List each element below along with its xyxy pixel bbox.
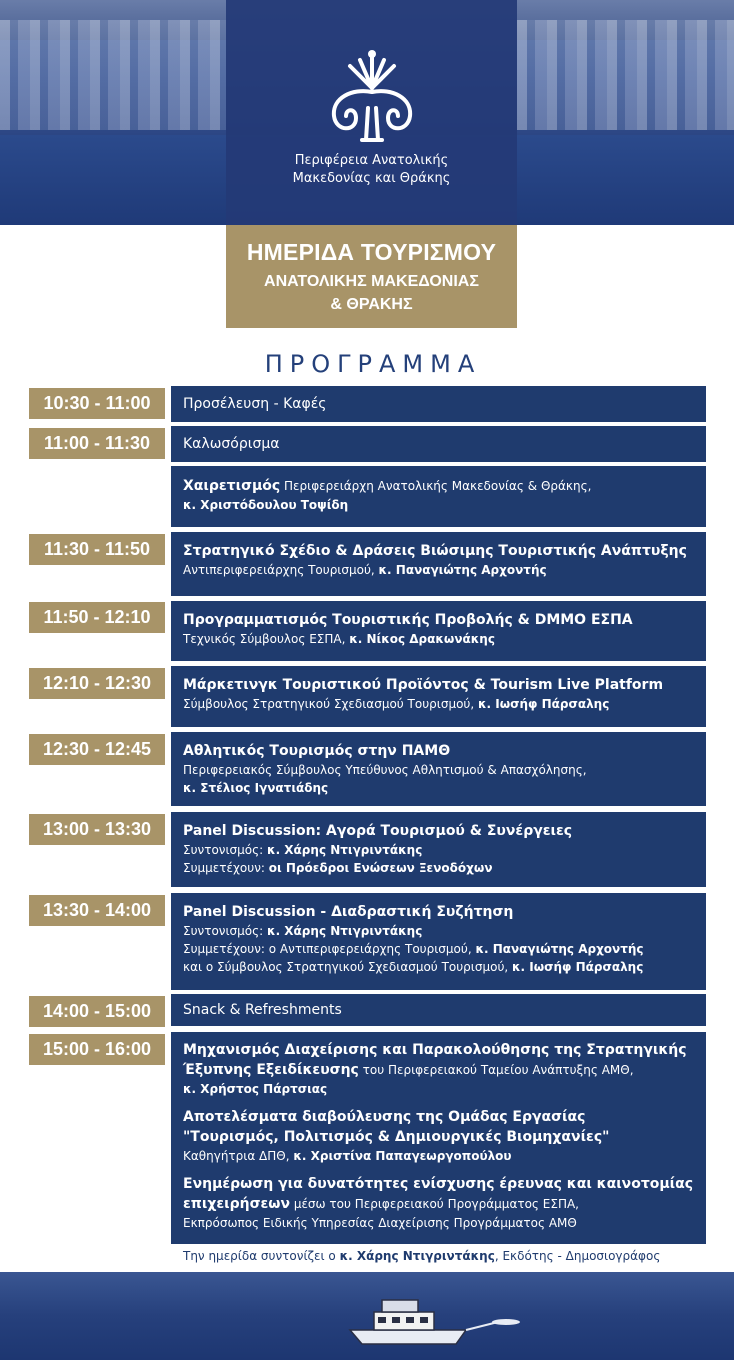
topic-detail: μέσω του Περιφερειακού Προγράμματος ΕΣΠΑ, [290, 1197, 579, 1211]
time-slot: 12:30 - 12:45 [29, 734, 165, 765]
agenda-item [171, 386, 706, 422]
coordinator-note [183, 1249, 660, 1263]
agenda-item-title: "Τουρισμός, Πολιτισμός & Δημιουργικές Βιομηχανίες" [183, 1129, 610, 1145]
event-title: ΗΜΕΡΙΔΑ ΤΟΥΡΙΣΜΟΥ [246, 239, 497, 265]
boat-icon [348, 1292, 528, 1352]
agenda-item [171, 666, 706, 727]
topic-detail: του Περιφερειακού Ταμείου Ανάπτυξης ΑΜΘ, [358, 1063, 634, 1077]
time-slot: 14:00 - 15:00 [29, 996, 165, 1027]
agenda-item-speaker [183, 630, 694, 648]
greeting-detail: Περιφερειάρχη Ανατολικής Μακεδονίας & Θράκης, [280, 479, 592, 493]
topic-bold: Έξυπνης Εξειδίκευσης [183, 1062, 359, 1078]
speaker-name: κ. Παναγιώτης Αρχοντής [378, 563, 547, 577]
topic-bold: επιχειρήσεων [183, 1196, 290, 1212]
agenda-item-title: Αθλητικός Τουρισμός στην ΠΑΜΘ [183, 743, 451, 759]
agenda-item-title [183, 1060, 694, 1080]
coordinator-label: Την ημερίδα συντονίζει ο [183, 1249, 340, 1263]
moderator-label: Συντονισμός: [183, 843, 268, 857]
town-right [517, 20, 734, 130]
agenda-item-title: Προγραμματισμός Τουριστικής Προβολής & DMMO ΕΣΠΑ [183, 612, 633, 628]
agenda-item-title [183, 476, 694, 496]
region-logo-icon [322, 48, 422, 148]
participants-label: Συμμετέχουν: [183, 861, 269, 875]
agenda-item [171, 893, 706, 990]
participants-line [183, 859, 694, 877]
agenda-item [171, 994, 706, 1026]
speaker-name: κ. Χριστίνα Παπαγεωργοπούλου [293, 1149, 512, 1163]
agenda-item [171, 601, 706, 661]
participants-line [183, 958, 694, 976]
speaker-name: κ. Νίκος Δρακωνάκης [349, 632, 495, 646]
time-slot: 10:30 - 11:00 [29, 388, 165, 419]
agenda-item [171, 812, 706, 887]
agenda-item-speaker [183, 695, 694, 713]
speaker-role: Καθηγήτρια ΔΠΘ, [183, 1149, 294, 1163]
region-name-line2: Μακεδονίας και Θράκης [292, 171, 451, 186]
speaker-role: Σύμβουλος Στρατηγικού Σχεδιασμού Τουρισμού, [183, 697, 479, 711]
participants-name: κ. Παναγιώτης Αρχοντής [475, 942, 644, 956]
time-slot: 11:50 - 12:10 [29, 602, 165, 633]
agenda-item-text: Καλωσόρισμα [183, 436, 280, 452]
agenda-item-title [183, 1194, 694, 1214]
moderator-name: κ. Χάρης Ντιγριντάκης [267, 924, 423, 938]
speaker-name: κ. Στέλιος Ιγνατιάδης [183, 781, 329, 795]
agenda-item-text: Snack & Refreshments [183, 1002, 342, 1018]
agenda-item-speaker [183, 496, 694, 514]
program-heading: ΠΡΟΓΡΑΜΜΑ [264, 350, 482, 378]
agenda-item-speaker [183, 1080, 694, 1098]
agenda-item-speaker [183, 1147, 694, 1165]
greeting-label: Χαιρετισμός [183, 478, 281, 494]
time-slot: 13:00 - 13:30 [29, 814, 165, 845]
agenda-item-speaker [183, 779, 694, 797]
moderator-line [183, 841, 694, 859]
agenda-item [171, 426, 706, 462]
agenda-item-title: Μηχανισμός Διαχείρισης και Παρακολούθησης της Στρατηγικής [183, 1042, 687, 1058]
footer-photo [0, 1272, 734, 1360]
participants-label: Συμμετέχουν: ο Αντιπεριφερειάρχης Τουρισμού, [183, 942, 476, 956]
moderator-label: Συντονισμός: [183, 924, 268, 938]
event-subtitle-line1: ΑΝΑΤΟΛΙΚΗΣ ΜΑΚΕΔΟΝΙΑΣ [264, 273, 479, 290]
agenda-item-title: Panel Discussion - Διαδραστική Συζήτηση [183, 904, 514, 920]
hero-photo [0, 0, 734, 225]
region-name-line1: Περιφέρεια Ανατολικής [294, 153, 449, 168]
time-slot: 11:30 - 11:50 [29, 534, 165, 565]
time-slot: 12:10 - 12:30 [29, 668, 165, 699]
agenda-item-title: Μάρκετινγκ Τουριστικού Προϊόντος & Tourism Live Platform [183, 677, 664, 693]
agenda-item [171, 532, 706, 596]
coordinator-role: , Εκδότης - Δημοσιογράφος [494, 1249, 661, 1263]
agenda-item-title: Ενημέρωση για δυνατότητες ενίσχυσης έρευνας και καινοτομίας [183, 1176, 694, 1192]
event-subtitle-line2: & ΘΡΑΚΗΣ [330, 296, 413, 313]
moderator-line [183, 922, 694, 940]
event-title-box [226, 225, 517, 328]
speaker-role: Περιφερειακός Σύμβουλος Υπεύθυνος Αθλητισμού & Απασχόλησης, [183, 763, 587, 777]
agenda-item [171, 1032, 706, 1244]
agenda-item [171, 732, 706, 806]
speaker-role: Αντιπεριφερειάρχης Τουρισμού, [183, 563, 379, 577]
agenda-item-title: Στρατηγικό Σχέδιο & Δράσεις Βιώσιμης Τουριστικής Ανάπτυξης [183, 543, 687, 559]
time-slot: 11:00 - 11:30 [29, 428, 165, 459]
agenda-item-title: Panel Discussion: Αγορά Τουρισμού & Συνέργειες [183, 823, 573, 839]
participants-name: οι Πρόεδροι Ενώσεων Ξενοδόχων [268, 861, 493, 875]
time-slot: 13:30 - 14:00 [29, 895, 165, 926]
participants-label: και ο Σύμβουλος Στρατηγικού Σχεδιασμού Τουρισμού, [183, 960, 513, 974]
moderator-name: κ. Χάρης Ντιγριντάκης [267, 843, 423, 857]
participants-line [183, 940, 694, 958]
agenda-item-speaker [183, 561, 694, 579]
participants-name: κ. Ιωσήφ Πάρσαλης [512, 960, 644, 974]
agenda-item [171, 466, 706, 527]
town-left [0, 20, 226, 130]
speaker-name: κ. Ιωσήφ Πάρσαλης [478, 697, 610, 711]
logo-panel [226, 0, 517, 225]
agenda-item-title: Αποτελέσματα διαβούλευσης της Ομάδας Εργασίας [183, 1109, 586, 1125]
speaker-role: Εκπρόσωπος Ειδικής Υπηρεσίας Διαχείρισης Προγράμματος ΑΜΘ [183, 1216, 577, 1230]
time-slot: 15:00 - 16:00 [29, 1034, 165, 1065]
speaker-name: κ. Χριστόδουλου Τοψίδη [183, 498, 349, 512]
coordinator-name: κ. Χάρης Ντιγριντάκης [339, 1249, 495, 1263]
agenda-item-text: Προσέλευση - Καφές [183, 396, 327, 412]
speaker-name: κ. Χρήστος Πάρτσιας [183, 1082, 328, 1096]
speaker-role: Τεχνικός Σύμβουλος ΕΣΠΑ, [183, 632, 350, 646]
